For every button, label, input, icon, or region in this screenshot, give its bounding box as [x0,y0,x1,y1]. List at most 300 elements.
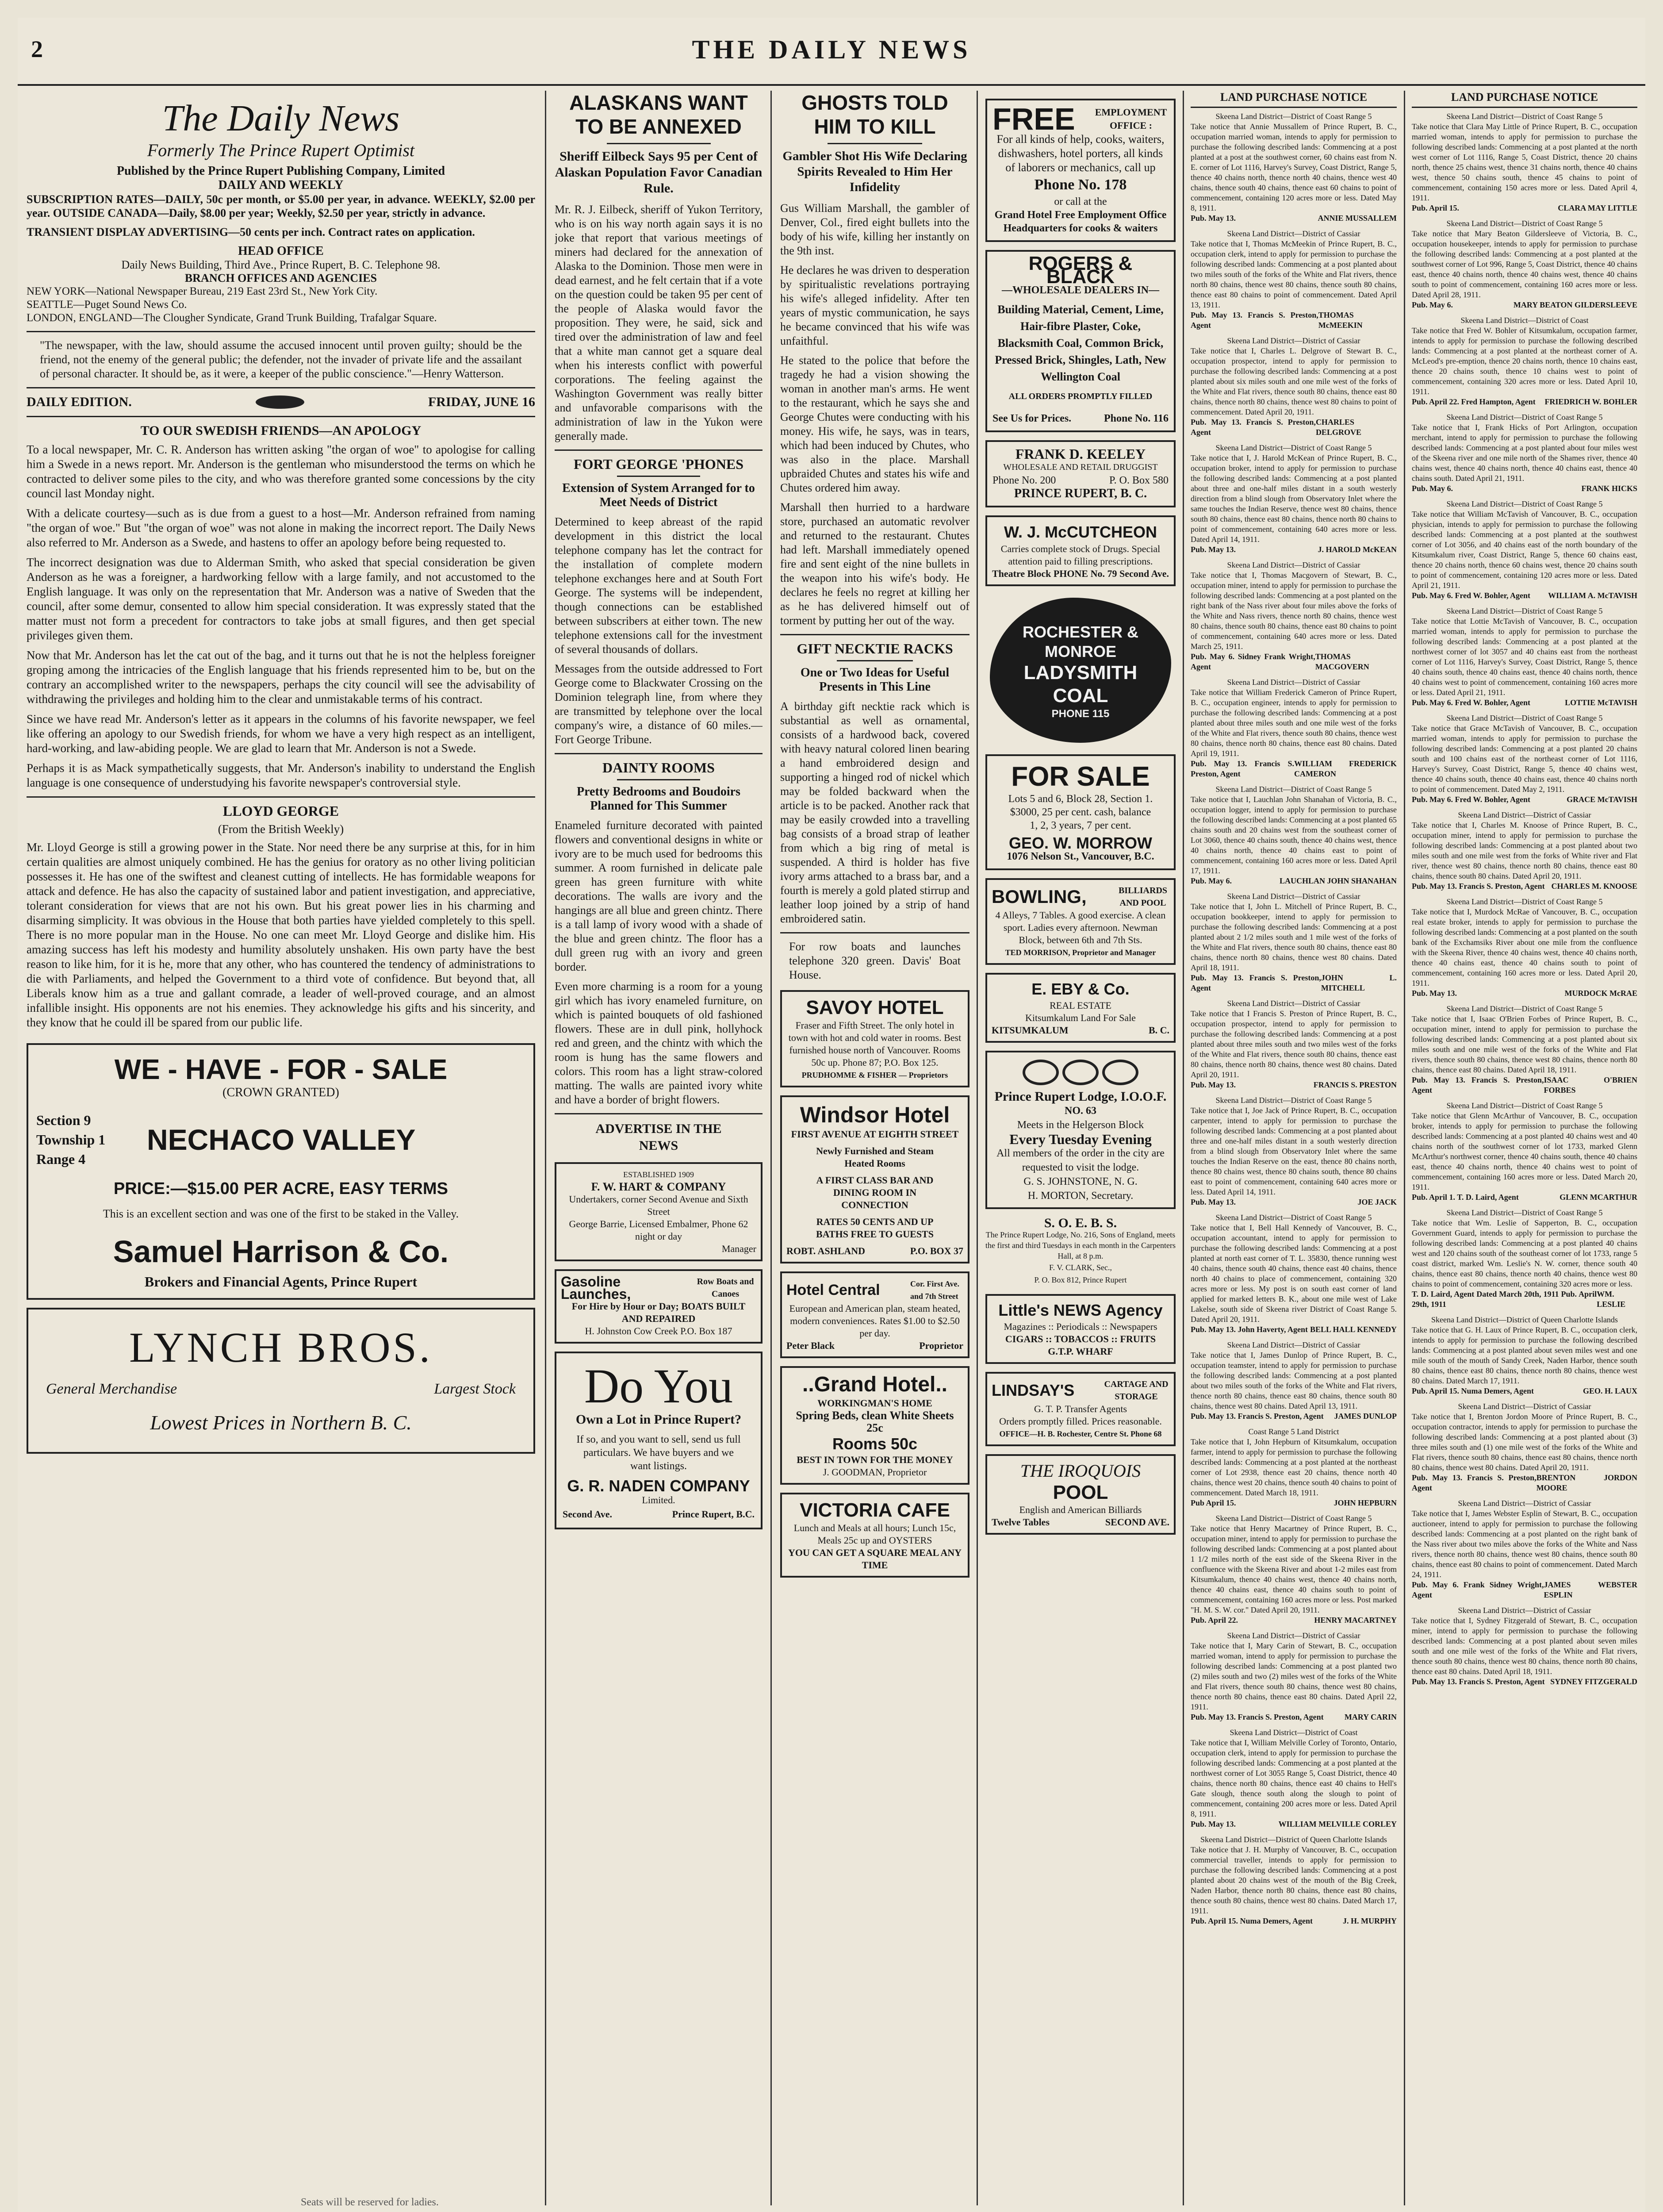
ad-line: $3000, 25 per cent. cash, balance 1, 2, 3 years, 7 per cent. [1010,806,1151,831]
notice-name: CHARLES DELGROVE [1315,418,1361,437]
land-notice [1412,499,1637,601]
ad-line: Lots 5 and 6, Block 28, Section 1. [1008,793,1153,805]
notice-signature [1412,1677,1637,1687]
hotel-central-ad [780,1271,969,1358]
notice-district: Skeena Land District—District of Coast Range 5 [1215,112,1372,121]
notice-name: SYDNEY FITZGERALD [1550,1677,1637,1686]
ad-name: S. O. E. B. S. [1044,1216,1117,1230]
article-title: GIFT NECKTIE RACKS [797,641,953,657]
ad-firm: Samuel Harrison & Co. [113,1234,449,1269]
notice-pub: Pub. May 13. Francis S. Preston, Agent [1412,1677,1545,1686]
land-notice [1191,443,1397,555]
ad-line: Spring Beds, clean White Sheets 25c [796,1409,954,1434]
three-links-icon [992,1060,1169,1085]
masthead [27,97,535,417]
mccutcheon-ad [985,515,1176,586]
ad-name: GEO. W. MORROW [1009,834,1152,852]
article-alaska [555,91,763,443]
ad-name: FRANK D. KEELEY [1015,446,1146,462]
notice-district: Skeena Land District—District of Coast Range 5 [1215,443,1372,452]
ad-line: RATES 50 CENTS AND UP BATHS FREE TO GUESTS [816,1216,934,1240]
grand-hotel-ad [780,1366,969,1485]
notice-district: Skeena Land District—District of Coast Range 5 [1215,1096,1372,1105]
ad-footer: Headquarters for cooks & waiters [1003,223,1158,234]
ad-sub: —WHOLESALE DEALERS IN— [1001,284,1160,296]
ad-address: Prince Rupert, B.C. [672,1509,755,1520]
land-notice [1412,412,1637,494]
ad-note: This is an excellent section and was one of the first to be staked in the Valley. [103,1207,459,1220]
notice-pub: Pub. April 22. Fred Hampton, Agent [1412,397,1536,406]
newspaper-page [18,18,1645,2212]
ad-office: OFFICE—H. B. Rochester, Centre St. Phone 68 [999,1429,1162,1438]
ad-box: P. O. Box 812, Prince Rupert [1034,1275,1127,1284]
notice-signature [1191,1080,1397,1090]
transient-rates: TRANSIENT DISPLAY ADVERTISING—50 cents per inch. Contract rates on application. [27,226,475,238]
masthead-editions: DAILY AND WEEKLY [218,178,344,192]
column-rule [545,91,546,2205]
notice-signature [1412,203,1637,213]
iroquois-pool-ad [985,1454,1176,1535]
notice-pub: Pub. April 15. Numa Demers, Agent [1191,1916,1313,1925]
notice-district: Skeena Land District—District of Coast Range 5 [1446,112,1603,121]
notice-signature [1191,417,1397,438]
notice-pub: Pub. May 13. [1191,545,1236,554]
land-notice [1412,219,1637,310]
employment-office-ad [985,99,1176,242]
ad-line: MONROE [1045,642,1116,661]
ad-name: Prince Rupert Lodge, I.O.O.F. [994,1089,1167,1104]
land-notice [1191,998,1397,1090]
article-subtitle: Extension of System Arranged for to Meet Needs of District [562,481,755,509]
land-notices-column-2 [1412,91,1637,2205]
ad-sub: WORKINGMAN'S HOME [817,1398,932,1409]
notice-pub: Pub. May 13. [1191,1198,1236,1206]
ornament-icon [256,396,304,409]
land-notice [1191,891,1397,993]
notice-name: THOMAS McMEEKIN [1318,311,1363,330]
land-notice [1191,229,1397,330]
notice-body: Take notice that I, John L. Mitchell of Prince Rupert, B. C., occupation bookkeeper, intend to apply for permission to purchase the following described lands: Commencing at a post planted about 2 1/2 miles south and 1 mile west of the forks of the White and Flat rivers, thence south 80 chains, thence east 80 chains, thence north 80 chains, thence west 80 chains. Dated April 18, 1911. [1191,902,1397,972]
notice-district: Skeena Land District—District of Coast Range 5 [1215,785,1372,794]
ad-owner: ROBT. ASHLAND [786,1245,866,1256]
paragraph: The incorrect designation was due to Alderman Smith, who asked that special consideration be given Anderson as he was a foreigner, a hardworking fellow with a large family, and not accustomed to the English language. It was only on the representation that Mr. Anderson was a native of Sweden that the council, after some demur, consented to allow him special consideration. It was expressly stated that the matter must not form a precedent for contractors to take jobs at small figures, and then get special privileges given them. [27,556,535,642]
ad-number: NO. 63 [1065,1105,1096,1117]
notice-district: Coast Range 5 Land District [1248,1427,1339,1436]
article-subtitle: Sheriff Eilbeck Says 95 per Cent of Alaskan Population Favor Canadian Rule. [555,149,763,196]
article-phones [555,457,763,747]
notice-district: Skeena Land District—District of Cassiar [1227,678,1360,687]
notice-name: CHARLES M. KNOOSE [1551,882,1637,891]
notice-district: Skeena Land District—District of Coast Range 5 [1446,219,1603,228]
article-necktie [780,641,969,926]
windsor-hotel-ad [780,1095,969,1263]
masthead-quote: "The newspaper, with the law, should assume the accused innocent until proven guilty; should be the friend, not the enemy of the general public; the defender, not the invader of private life and the assailant of personal character. It should be, as it were, a keeper of the public conscience."—Henry Watterson. [40,339,522,380]
notice-body: Take notice that I, John Hepburn of Kitsumkalum, occupation farmer, intend to apply for permission to purchase the following described lands: Commencing at a post planted at the northeast corner of Lot 2938, thence east 20 chains, thence north 40 chains, thence west 20 chains, thence south 40 chains to point of commencement. Dated March 18, 1911. [1191,1437,1397,1497]
ad-section-line [36,1110,525,1169]
land-notice [1412,1101,1637,1202]
ad-sub: English and American Billiards [1019,1504,1142,1515]
notice-body: Take notice that Wm. Leslie of Sapperton, B. C., occupation Government Guard, intends to apply for permission to purchase the following described lands: Commencing at a post planted 40 chains west and 120 chains south of the southeast corner of lot 1733, range 5 coast district, marked Wm. Leslie's N. W. corner, thence south 40 chains, thence east 80 chains, thence north 40 chains, thence west 80 chains to point of commencement, containing 320 acres more or less. [1412,1218,1637,1288]
notice-name: WILLIAM FREDERICK CAMERON [1294,759,1397,778]
ad-meets: Meets in the Helgerson Block [1017,1119,1144,1131]
ad-label: EMPLOYMENT OFFICE : [1095,107,1167,131]
notice-pub: Pub. April 1. T. D. Laird, Agent [1412,1193,1519,1202]
notice-signature [1191,1411,1397,1421]
notice-name: JAMES WEBSTER ESPLIN [1544,1580,1637,1599]
page-header [18,18,1645,86]
ad-line: Undertakers, corner Second Avenue and Sixth Street [569,1194,748,1217]
ad-owner: Peter Black [786,1340,835,1351]
notice-name: LOTTIE McTAVISH [1565,698,1637,707]
notice-district: Skeena Land District—District of Cassiar [1227,1340,1360,1349]
notice-body: Take notice that I, Frank Hicks of Port Arlington, occupation merchant, intend to apply for permission to purchase the following described lands: Commencing at a post planted about four miles west of the Skeena river and one mile north of the Shames river, thence 40 chains west, thence 40 chains north, thence 40 chains east, thence 40 chains south. Dated April 21, 1911. [1412,423,1637,483]
notice-district: Skeena Land District—District of Cassiar [1458,1499,1591,1508]
branch-list [27,285,535,325]
notice-signature [1412,484,1637,494]
naden-company-ad [555,1352,763,1529]
notice-name: FRANCIS S. PRESTON [1313,1080,1397,1089]
column-rule [1404,91,1405,2205]
notice-name: HENRY MACARTNEY [1314,1616,1397,1624]
land-notice [1412,606,1637,708]
head-office: Daily News Building, Third Ave., Prince Rupert, B. C. Telephone 98. [121,258,441,271]
notice-name: BELL HALL KENNEDY [1310,1325,1397,1334]
notice-pub: Pub. May 13. Francis S. Preston, Agent [1191,1713,1324,1721]
notice-signature [1191,1197,1397,1207]
notice-pub: Pub. May 13. Francis S. Preston, Agent [1412,1075,1544,1094]
notice-body: Take notice that I, Lauchlan John Shanahan of Victoria, B. C., occupation logger, intend to apply for permission to purchase the following described lands: Commencing at a post planted 65 chains south and 20 chains west from the southeast corner of Lot 3060, thence 40 chains south, thence 40 chains west, thence 40 chains north, thence 40 chains east to point of commencement, containing 160 acres more or less. Dated April 17, 1911. [1191,795,1397,875]
advertise-notice [555,1121,763,1154]
article-subtitle: Gambler Shot His Wife Declaring Spirits Revealed to Him Her Infidelity [782,149,967,194]
notice-district: Skeena Land District—District of Coast Range 5 [1446,413,1603,422]
notice-signature [1191,652,1397,672]
notice-body: Take notice that I Francis S. Preston of Prince Rupert, B. C., occupation prospector, intend to apply for permission to purchase the following described lands: Commencing at a post planted about three miles south and two miles west of the forks of the White and Flat rivers, thence south 80 chains, thence east 80 chains, thence north 80 chains, thence west 80 chains. Dated April 20, 1911. [1191,1009,1397,1079]
notice-body: Take notice that I, Thomas Macgovern of Stewart, B. C., occupation miner, intend to apply for permission to purchase the following described lands: Commencing at a post planted on the right bank of the Nass river about four miles above the forks of the White and Nass rivers, thence north 80 chains, thence west 80 chains, thence south 80 chains, thence east 80 chains to point of commencement, containing 640 acres more or less. Dated March 25, 1911. [1191,571,1397,651]
ad-subheadline: (CROWN GRANTED) [222,1086,339,1099]
notice-pub: Pub. May 6. [1412,484,1453,493]
notice-signature [1191,545,1397,555]
notice-body: Take notice that I, James Dunlop of Prince Rupert, B. C., occupation teamster, intend to apply for permission to purchase the following described lands: Commencing at a post planted about two miles south of the forks of the White and Flat rivers, thence north 80 chains, thence east 80 chains, thence south 80 chains, thence west 80 chains. Dated April 13, 1911. [1191,1351,1397,1410]
notice-signature [1412,1473,1637,1493]
news-column-2 [555,91,763,2205]
notice-district: Skeena Land District—District of Cassiar [1227,999,1360,1008]
notice-name: THOMAS MACGOVERN [1315,652,1369,671]
notice-district: Skeena Land District—District of Coast Range 5 [1446,714,1603,722]
article-subtitle: Pretty Bedrooms and Boudoirs Planned for This Summer [577,785,740,813]
article-dainty-rooms [555,760,763,1107]
notice-name: ANNIE MUSSALLEM [1318,214,1397,223]
notice-pub: Pub. April 22. [1191,1616,1238,1624]
footer-text: Seats will be reserved for ladies. [301,2197,439,2208]
notice-signature [1191,1615,1397,1625]
ad-body: The Prince Rupert Lodge, No. 216, Sons of England, meets the first and third Tuesdays in each month in the Carpenters Hall, at 8 p.m. [985,1230,1176,1260]
column-heading: LAND PURCHASE NOTICE [1412,91,1637,108]
paragraph: A birthday gift necktie rack which is substantial as well as ornamental, consists of a hardwood back, covered with heavy natural colored linen bearing a hand embroidered design and supporting a hinged rod of nickel which may be folded backward when the article is to be packed. Another rack that may be easily crowded into a travelling bag consists of a broad strap of leather from which a big ring of metal is suspended. A third is holder has five ivory arms attached to a brass bar, and a fourth is merely a gold plated stirrup and leather loop joined by a strip of hand embroidered satin. [780,700,969,925]
notice-pub: Pub. May 6. [1191,876,1232,885]
ad-body: Fraser and Fifth Street. The only hotel in town with hot and cold water in rooms. Best furnished house north of Vancouver. Rooms 50c up. Phone 87; P.O. Box 125. [788,1020,962,1068]
ad-manager: Manager [721,1243,756,1254]
notice-district: Skeena Land District—District of Coast [1460,316,1589,325]
ads-column-4 [985,91,1176,2205]
bowling-ad [985,878,1176,965]
ad-owner: J. GOODMAN, Proprietor [823,1467,927,1478]
land-notice-list [1191,111,1397,1926]
paragraph: Now that Mr. Anderson has let the cat out of the bag, and it turns out that he is not the helpless foreigner groping among the intricacies of the English language that his friends represented him to be, but on the contrary an accomplished writer to the newspapers, perhaps the city council will see the advisability of withdrawing the privileges and holding him to the clear and unmistakable terms of his contract. [27,649,535,706]
eby-real-estate-ad [985,973,1176,1043]
ad-body: 4 Alleys, 7 Tables. A good exercise. A clean sport. Ladies every afternoon. Newman Block, between 6th and 7th Sts. [995,910,1166,945]
notice-name: LAUCHLAN JOHN SHANAHAN [1279,876,1397,885]
notice-district: Skeena Land District—District of Cassiar [1227,1631,1360,1640]
branch-office: SEATTLE—Puget Sound News Co. [27,299,187,311]
notice-body: Take notice that I, Joe Jack of Prince Rupert, B. C., occupation carpenter, intend to apply for permission to purchase the following described lands: Commencing at a post planted about three and one-half miles distant in a south westerly direction from a blind slough from Observatory Inlet where the same touches the Indian Reserve on the east, thence 80 chains north, thence 80 chains west, thence 80 chains south, thence 80 chains east to point of commencement, containing 640 acres more or less. Dated April 14, 1911. [1191,1106,1397,1196]
for-sale-ad [985,754,1176,870]
editorial-source: (From the British Weekly) [218,822,344,836]
notice-name: MARY BEATON GILDERSLEEVE [1513,300,1637,309]
ad-footer: H. Johnston Cow Creek P.O. Box 187 [585,1325,732,1336]
notice-pub: T. D. Laird, Agent Dated March 20th, 1911 Pub. April 29th, 1911 [1412,1290,1597,1309]
ad-sub: REAL ESTATE [1050,1000,1111,1011]
notice-district: Skeena Land District—District of Coast Range 5 [1446,897,1603,906]
ad-corner: Cor. First Ave. and 7th Street [910,1279,959,1301]
lindsay-cartage-ad [985,1372,1176,1446]
paragraph: Marshall then hurried to a hardware store, purchased an automatic revolver and returned to the restaurant. Chutes had left. Marshall immediately opened fire and sent eight of the nine bullets in the weapon into his wife's body. He declares he feels no regret at killing her as he has delivered himself out of torment by putting her out of the way. [780,501,969,627]
ad-body: Carries complete stock of Drugs. Special attention paid to filling prescriptions. [1000,543,1161,567]
notice-name: J. HAROLD McKEAN [1318,545,1397,554]
ad-subheadline: Own a Lot in Prince Rupert? [575,1412,742,1427]
ad-valley: NECHACO VALLEY [147,1123,416,1156]
notice-district: Skeena Land District—District of Coast Range 5 [1215,1514,1372,1523]
ad-office: Grand Hotel Free Employment Office [994,209,1167,221]
ad-firm-sub: Brokers and Financial Agents, Prince Rupert [144,1274,418,1290]
nechaco-valley-ad [27,1043,535,1300]
ad-price: PRICE:—$15.00 PER ACRE, EASY TERMS [114,1179,448,1198]
land-notice [1191,1728,1397,1829]
paragraph: Enameled furniture decorated with painted flowers and conventional designs in white or ivory are to be much used for bedrooms this summer. A room furnished in delicate pale green has green furniture with white decorations. The walls are ivory and the hangings are all blue and green chintz. There is a tall lamp of ivory wood with a shade of the blue and green chintz. The floor has a dull green rug with an ivory and green border. [555,819,763,973]
advertise-line: ADVERTISE IN THE [595,1121,722,1136]
victoria-cafe-ad [780,1493,969,1578]
notice-pub: Pub. April 15. [1412,204,1460,212]
ad-headline: FOR SALE [1011,761,1150,792]
notice-name: WILLIAM A. McTAVISH [1548,591,1637,600]
rogers-black-ad [985,250,1176,432]
notice-signature [1412,1075,1637,1095]
editorial-title: LLOYD GEORGE [222,803,339,819]
ad-established: ESTABLISHED 1909 [623,1170,694,1179]
ad-footer: PRUDHOMME & FISHER — Proprietors [801,1071,948,1079]
ad-line: Magazines :: Periodicals :: Newspapers [1004,1321,1157,1332]
ad-line: For Hire by Hour or Day; BOATS BUILT AND REPAIRED [571,1301,746,1324]
notice-body: Take notice that Mary Beaton Gildersleeve of Victoria, B. C., occupation housekeeper, intends to apply for permission to purchase the following described lands: Commencing at a post planted at the southwest corner of Lot 996, Range 5, Coast District, thence 40 chains east, thence 40 chains north, thence 40 chains west, thence 40 chains south to point of commencement, containing 160 acres more or less. Dated April 28, 1911. [1412,229,1637,299]
ad-address: Second Ave. [563,1509,613,1520]
notice-body: Take notice that William Frederick Cameron of Prince Rupert, B. C., occupation engineer, intends to apply for permission to purchase the following described lands: Commencing at a post planted about three miles south and one mile west of the forks of the White and Flat rivers, thence south 80 chains, thence west 80 chains, thence north 80 chains, thence east 80 chains. Dated April 19, 1911. [1191,688,1397,758]
land-notice [1412,897,1637,998]
notice-district: Skeena Land District—District of Coast Range 5 [1446,1208,1603,1217]
paragraph: Mr. R. J. Eilbeck, sheriff of Yukon Territory, who is on his way north again says it is no joke that report that various meetings of miners had declared for the annexation of Alaska to the Dominion. Those men were in dead earnest, and he felt certain that if a vote on the question could be taken 95 per cent of the people of Alaska would favor the proposition. They were, he said, sick and tired over the administration of law and feel that a white man cannot get a square deal when his interests conflict with powerful corporations. The feeling against the Washington Government was really bitter and unfavorable comparisons with the administration of law in the Yukon were generally made. [555,203,763,442]
notice-signature [1412,1580,1637,1600]
news-column-3 [780,91,969,2205]
notice-district: Skeena Land District—District of Cassiar [1458,1402,1591,1411]
ad-line: COAL [1053,685,1108,707]
notice-signature [1412,1289,1637,1310]
branch-office: LONDON, ENGLAND—The Clougher Syndicate, Grand Trunk Building, Trafalgar Square. [27,312,437,324]
land-notice [1191,1513,1397,1625]
ad-line: George Barrie, Licensed Embalmer, Phone 62 night or day [569,1218,748,1242]
ad-name: SAVOY HOTEL [806,997,944,1018]
ad-officer: H. MORTON, Secretary. [1027,1190,1134,1202]
rowboats-notice: For row boats and launches telephone 320 green. Davis' Boat House. [789,940,961,981]
ad-headline: WE - HAVE - FOR - SALE [114,1053,448,1085]
notice-body: Take notice that Fred W. Bohler of Kitsumkalum, occupation farmer, intends to apply for permission to purchase the following described lands: Commencing at a post planted at the northeast corner of A. McLeod's pre-emption, thence 20 chains north, thence 10 chains east, thence 20 chains south, thence 10 chains west to point of commencement, containing 320 acres more or less. Dated April 10, 1911. [1412,326,1637,396]
land-notice [1191,560,1397,672]
ad-city: PRINCE RUPERT, B. C. [1014,487,1147,500]
ad-name: Hotel Central [786,1282,880,1298]
ad-line: ROCHESTER & [1022,623,1139,641]
land-notice [1191,111,1397,223]
notice-signature [1412,881,1637,891]
ad-box: P.O. BOX 37 [910,1245,963,1256]
notice-body: Take notice that I, Bell Hall Kennedy of Vancouver, B. C., occupation accountant, intend to apply for permission to purchase the following described lands: Commencing at a post planted at north east corner of T. L. 35830, thence running west 40 chains, thence south 40 chains, thence east 40 chains, thence north 40 chains to place of commencement, containing 320 acres more or less. My post is on south east corner of land applied for marked letters B. K., about one mile west of Lake Lakelse, south side of Skeena river District of Coast Range 5. Dated April 20, 1911. [1191,1223,1397,1324]
notice-body: Take notice that I, William Melville Corley of Toronto, Ontario, occupation clerk, intend to apply for permission to purchase the following described lands: Commencing at a post planted at the northwest corner of Lot 3055 Range 5, Coast District, thence 40 chains, thence north 80 chains, thence east 40 chains to Hell's Gate slough, thence south along the slough to point of commencement, containing 200 acres more or less. Dated April 8, 1911. [1191,1738,1397,1818]
notice-body: Take notice that I, Mary Carin of Stewart, B. C., occupation married woman, intend to apply for permission to purchase the following described lands: Commencing at a post planted two (2) miles south and two (2) miles west of the forks of the White and Flat rivers, thence south 80 chains, thence west 80 chains, thence north 80 chains, thence east 80 chains. Dated April 22, 1911. [1191,1641,1397,1711]
notice-signature [1412,988,1637,998]
ad-orders: ALL ORDERS PROMPTLY FILLED [1008,392,1153,401]
notice-body: Take notice that I, Brenton Jordon Moore of Prince Rupert, B. C., occupation contractor, intends to apply for permission to purchase the following described lands: Commencing at a post planted about (3) three miles south and (1) one mile west of the forks of the White and Flat rivers, thence south 80 chains, thence east 80 chains, thence north 80 chains, thence west 80 chains. Dated April 20, 1911. [1412,1412,1637,1472]
notice-pub: Pub. May 6. Sidney Frank Wright, Agent [1191,652,1315,671]
ad-address: 1076 Nelson St., Vancouver, B.C. [1007,851,1154,862]
notice-pub: Pub. May 13. Francis S. Preston, Agent [1191,1412,1324,1421]
notice-name: FRANK HICKS [1581,484,1637,493]
article-title: FORT GEORGE 'PHONES [573,456,744,472]
branch-office: NEW YORK—National Newspaper Bureau, 219 East 23rd St., New York City. [27,285,378,297]
land-notice [1412,713,1637,805]
paragraph: Since we have read Mr. Anderson's letter as it appears in the columns of his favorite newspaper, we feel like offering an apology to our Swedish friends, for whom we have a very high respect as an intelligent, hard-working, and law-abiding people. We are glad to learn that Mr. Anderson is not a Swede. [27,712,535,755]
editorial-lloyd-george [27,804,535,1030]
ad-left: See Us for Prices. [992,413,1072,424]
notice-name: GEO. H. LAUX [1583,1386,1637,1395]
notice-signature [1191,876,1397,886]
ad-line: Kitsumkalum Land For Sale [1025,1012,1136,1023]
notice-district: Skeena Land District—District of Coast Range 5 [1446,499,1603,508]
ad-footer: YOU CAN GET A SQUARE MEAL ANY TIME [788,1547,962,1571]
notice-district: Skeena Land District—District of Coast Range 5 [1446,1004,1603,1013]
notice-signature [1191,213,1397,223]
notice-signature [1412,300,1637,310]
ad-role: Proprietor [919,1340,963,1351]
ad-township: Township 1 [36,1132,106,1148]
ad-range: Range 4 [36,1151,86,1167]
land-notice [1191,1631,1397,1722]
notice-name: JAMES DUNLOP [1334,1412,1397,1421]
ad-right: Largest Stock [434,1381,516,1397]
ad-limited: Limited. [642,1494,675,1505]
editorial-column [27,91,535,2205]
ad-phone: PHONE 115 [1051,708,1110,720]
notice-pub: Pub. May 6. Frank Sidney Wright, Agent [1412,1580,1544,1599]
ad-body: All members of the order in the city are requested to visit the lodge. [996,1148,1165,1173]
ad-phone: Phone No. 178 [1034,177,1127,193]
paragraph: Gus William Marshall, the gambler of Denver, Col., fired eight bullets into the body of his wife, killing her instantly on the 9th inst. [780,202,969,257]
land-notice [1412,1498,1637,1600]
notice-signature [1412,397,1637,407]
article-title: DAINTY ROOMS [602,760,715,776]
notice-pub: Pub. May 13. [1412,989,1457,998]
ad-name: VICTORIA CAFE [800,1499,950,1521]
notice-signature [1191,1325,1397,1335]
ad-firm: G. R. NADEN COMPANY [567,1477,750,1495]
ad-secretary: F. V. CLARK, Sec., [1049,1263,1112,1272]
paragraph: Determined to keep abreast of the rapid development in this district the local telephone company has let the contract for the installation of complete modern telephone exchanges here and at South Fort George. The systems will be independent, though connections can be established between subscribers at either town. The new telephone extensions call for the investment of several thousands of dollars. [555,515,763,656]
notice-pub: Pub. May 13. John Haverty, Agent [1191,1325,1308,1334]
ad-tagline: Lowest Prices in Northern B. C. [150,1411,412,1434]
notice-name: FRIEDRICH W. BOHLER [1544,397,1637,406]
ad-line: G.T.P. WHARF [1048,1346,1113,1357]
ad-name: E. EBY & Co. [1031,980,1130,998]
ad-line: A FIRST CLASS BAR AND DINING ROOM IN CONNECTION [816,1175,934,1210]
ad-name: Little's NEWS Agency [998,1301,1163,1319]
notice-district: Skeena Land District—District of Coast Range 5 [1446,1101,1603,1110]
ad-officer: G. S. JOHNSTONE, N. G. [1023,1176,1138,1187]
ad-name: F. W. HART & COMPANY [591,1180,726,1193]
notice-name: MARY CARIN [1344,1713,1397,1721]
notice-district: Skeena Land District—District of Queen Charlotte Islands [1431,1315,1618,1324]
article-ghosts [780,91,969,628]
hart-undertakers-ad [555,1162,763,1261]
ad-evening: Every Tuesday Evening [1009,1131,1152,1147]
notice-signature [1412,698,1637,708]
land-notice [1412,810,1637,891]
notice-district: Skeena Land District—District of Coast Range 5 [1446,607,1603,615]
masthead-title: The Daily News [162,98,400,139]
notice-body: Take notice that I, James Webster Esplin of Stewart, B. C., occupation auctioneer, intend to apply for permission to purchase the following described lands: Commencing at a post planted on the right bank of the Nass river about two miles above the forks of the White and Nass rivers, thence north 80 chains, thence west 80 chains, thence south 80 chains, thence east 80 chains to point of commencement. Dated March 24, 1911. [1412,1509,1637,1579]
paragraph: Even more charming is a room for a young girl which has ivory enameled furniture, on which is painted bouquets of old fashioned flowers. These are in dull pink, hollyhock red and green, and the chintz with which the room is hung has the same flowers and colors. This room has a light straw-colored matting. The walls are painted ivory white and have a border of bright flowers. [555,980,763,1106]
notice-pub: Pub. May 13. Francis S. Preston, Agent [1191,418,1316,437]
editorial-swedish [27,423,535,790]
column-rule [1183,91,1184,2205]
notice-district: Skeena Land District—District of Cassiar [1227,561,1360,569]
notice-district: Skeena Land District—District of Coast [1230,1728,1358,1737]
ad-title: Gasoline Launches, [561,1274,631,1302]
notice-signature [1412,1192,1637,1202]
editorial-title: TO OUR SWEDISH FRIENDS—AN APOLOGY [140,423,421,438]
notice-name: WILLIAM MELVILLE CORLEY [1278,1820,1397,1828]
land-notice [1412,1208,1637,1310]
land-notice [1191,1213,1397,1335]
notice-body: Take notice that I, J. Harold McKean of Prince Rupert, B. C., occupation broker, intend to apply for permission to purchase the following described lands: Commencing at a post planted about three and one-half miles distant in a south westerly direction from a blind slough from Observatory Inlet where the same touches the Indian Reserve, thence west 80 chains, thence south 80 chains, thence east 80 chains, thence north 80 chains to point of commencement, containing 640 acres more or less. Dated April 14, 1911. [1191,453,1397,544]
paragraph: Mr. Lloyd George is still a growing power in the State. Nor need there be any surprise at this, for in him certain qualities are almost uniquely combined. He has the genius for oratory as no other living politician possesses it. He has one of the swiftest and cleanest cutting of intellects. He has formidable weapons for attack and defence. He has also the capacity of sustained labor and patient investigation, and appreciative, tolerant consideration for views that are not his own. But his great power lies in his charming and disarming simplicity. It was obvious in the House that both parties have yielded completely to this spell. There is no more popular man in the House. No one can meet Mr. Lloyd George and dislike him. His amazing success has left his modesty and humility absolutely unshaken. His own party have the best reason to like him, for it is he, more that any other, who has countered the tendency of administrations to die with Parliaments, and helped the Government to a third vote of confidence. But beyond that, all Liberals know him as a true and gallant comrade, a leader of well-proved courage, and an almost infallible insight. His opponents are not his enemies. They acknowledge his gifts and his sincerity, and they know that he could ill be spared from our public life. [27,841,535,1029]
notice-pub: Pub. May 13. [1191,214,1236,223]
ad-pool: POOL [1053,1482,1108,1503]
masthead-subtitle: Formerly The Prince Rupert Optimist [147,140,415,160]
notice-pub: Pub. May 13. [1191,1820,1236,1828]
notice-name: ISAAC O'BRIEN FORBES [1544,1075,1637,1094]
ad-section: Section 9 [36,1112,91,1128]
ad-line: Newly Furnished and Steam Heated Rooms [816,1145,934,1169]
soebs-notice [985,1217,1176,1286]
ad-left: General Merchandise [46,1381,177,1397]
land-notice [1412,1315,1637,1396]
notice-body: Take notice that Glenn McArthur of Vancouver, B. C., occupation broker, intends to apply for permission to purchase the following described lands: Commencing at a post planted 40 chains west and 40 chains north of the southwest corner of lot 1733, marked Glenn McArthur's northwest corner, thence 40 chains south, thence 40 chains east, thence 40 chains north, thence 40 chains west to point of commencement, containing 160 acres more or less. Dated March 20, 1911. [1412,1111,1637,1191]
ad-side: CARTAGE AND STORAGE [1104,1379,1169,1402]
notice-pub: Pub. April 15. Numa Demers, Agent [1412,1386,1534,1395]
ad-name: LINDSAY'S [992,1381,1075,1399]
notice-signature [1412,591,1637,601]
notice-pub: Pub. May 13. Francis S. Preston, Agent [1412,1473,1537,1492]
notice-name: WM. LESLIE [1597,1290,1626,1309]
notice-pub: Pub. May 6. Fred W. Bohler, Agent [1412,795,1531,804]
notice-district: Skeena Land District—District of Queen Charlotte Islands [1200,1835,1387,1844]
notice-name: CLARA MAY LITTLE [1558,204,1637,212]
page-number: 2 [31,36,43,62]
